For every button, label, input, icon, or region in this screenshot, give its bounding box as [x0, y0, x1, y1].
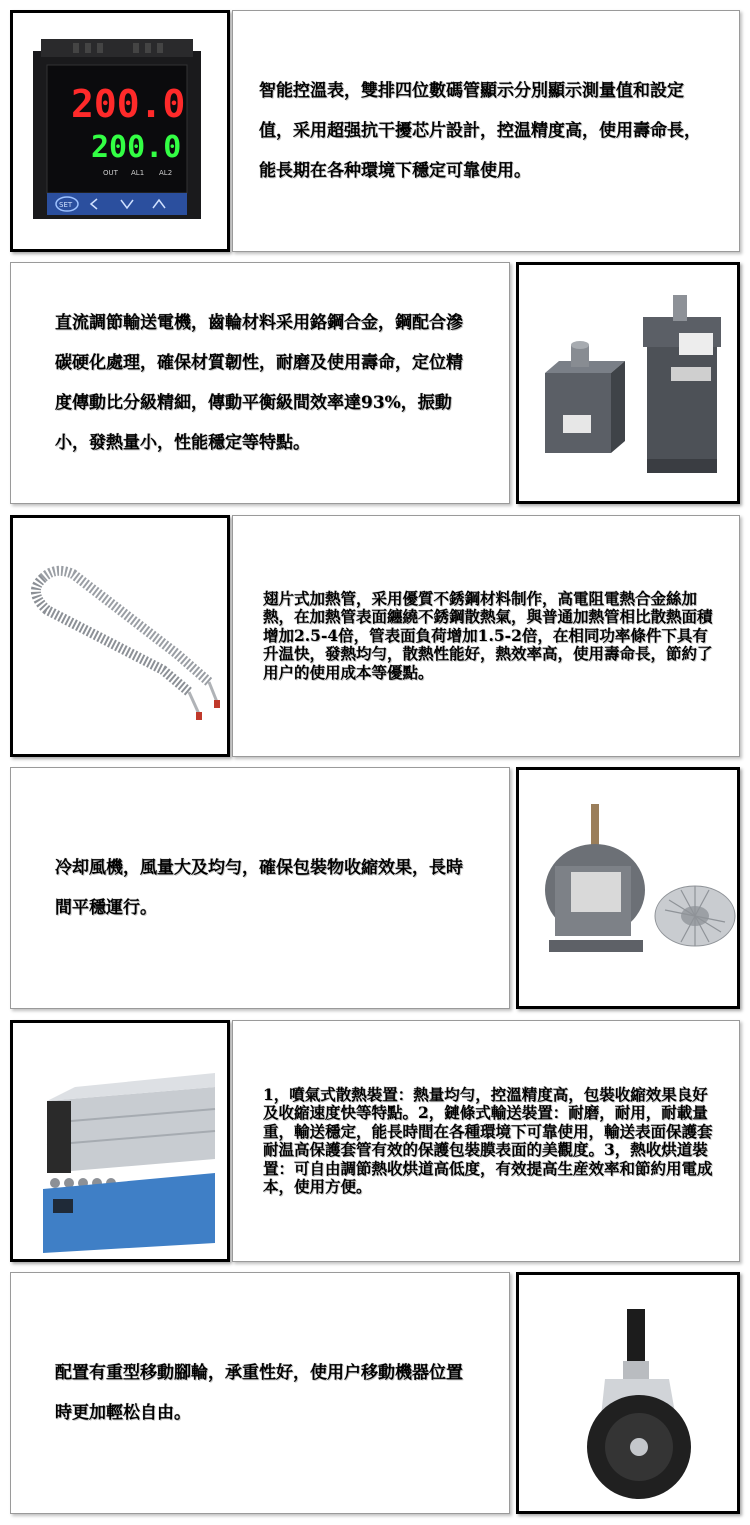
- section-gear-motor: [10, 262, 740, 504]
- image-panel: [10, 515, 230, 757]
- section-description: 翅片式加熱管，采用優質不銹鋼材料制作，高電阻電熱合金絲加熱，在加熱管表面纏繞不銹鋼散熱氣，與普通加熱管相比散熱面積增加2.5-4倍，管表面負荷增加1.5-2倍，在相同功率條件下具有升温快，發熱均勻，散熱性能好，熱效率高，使用壽命長，節約了用户的使用成本等優點。: [263, 588, 713, 682]
- section-description: 直流調節輸送電機，齒輪材料采用鉻鋼合金，鋼配合滲碳硬化處理，確保材質韌性，耐磨及使用壽命，定位精度傳動比分級精細，傳動平衡級間效率達93%，振動小，發熱量小，性能穩定等特點。: [55, 313, 463, 453]
- cooling-fan-image: [519, 770, 737, 1006]
- image-panel: [516, 767, 740, 1009]
- controller-label-al1: AL1: [131, 169, 145, 177]
- section-description: 1，噴氣式散熱裝置：熱量均勻，控溫精度高，包裝收縮效果良好及收縮速度快等特點。2，鏈條式輸送裝置：耐磨，耐用，耐載量重，輸送穩定，能長時間在各種環境下可靠使用，輸送表面保護套耐温高保護套管有效的保護包裝膜表面的美觀度。3，熱收烘道裝置：可自由調節熱收烘道高低度，有效提高生産效率和節約用電成本，使用方便。: [263, 1084, 713, 1196]
- controller-display-bottom: 200.0: [91, 130, 182, 165]
- text-panel: [10, 767, 510, 1009]
- image-panel: [10, 10, 230, 252]
- controller-label-out: OUT: [103, 169, 118, 177]
- caster-wheel-image: [519, 1275, 737, 1511]
- image-panel: [516, 1272, 740, 1514]
- section-caster-wheel: [10, 1272, 740, 1514]
- heating-tube-image: [13, 518, 227, 754]
- controller-set-button: SET: [59, 201, 73, 209]
- section-temperature-controller: [10, 10, 740, 252]
- image-panel: [516, 262, 740, 504]
- gear-motor-image: [519, 265, 737, 501]
- section-cooling-fan: [10, 767, 740, 1009]
- image-panel: [10, 1020, 230, 1262]
- text-panel: [232, 1020, 740, 1262]
- shrink-tunnel-image: [13, 1023, 227, 1259]
- section-heating-tube: [10, 515, 740, 757]
- temperature-controller-image: [13, 13, 227, 249]
- section-description: 配置有重型移動腳輪，承重性好，使用户移動機器位置時更加輕松自由。: [55, 1363, 463, 1423]
- controller-label-al2: AL2: [159, 169, 173, 177]
- section-shrink-tunnel: [10, 1020, 740, 1262]
- text-panel: [10, 1272, 510, 1514]
- controller-display-top: 200.0: [71, 82, 186, 126]
- text-panel: [10, 262, 510, 504]
- section-description: 冷却風機，風量大及均勻，確保包裝物收縮效果，長時間平穩運行。: [55, 858, 463, 918]
- text-panel: [232, 515, 740, 757]
- text-panel: [232, 10, 740, 252]
- section-description: 智能控溫表，雙排四位數碼管顯示分別顯示測量值和設定值，采用超强抗干擾芯片設計，控温精度高，使用壽命長，能長期在各种環境下穩定可靠使用。: [259, 81, 701, 181]
